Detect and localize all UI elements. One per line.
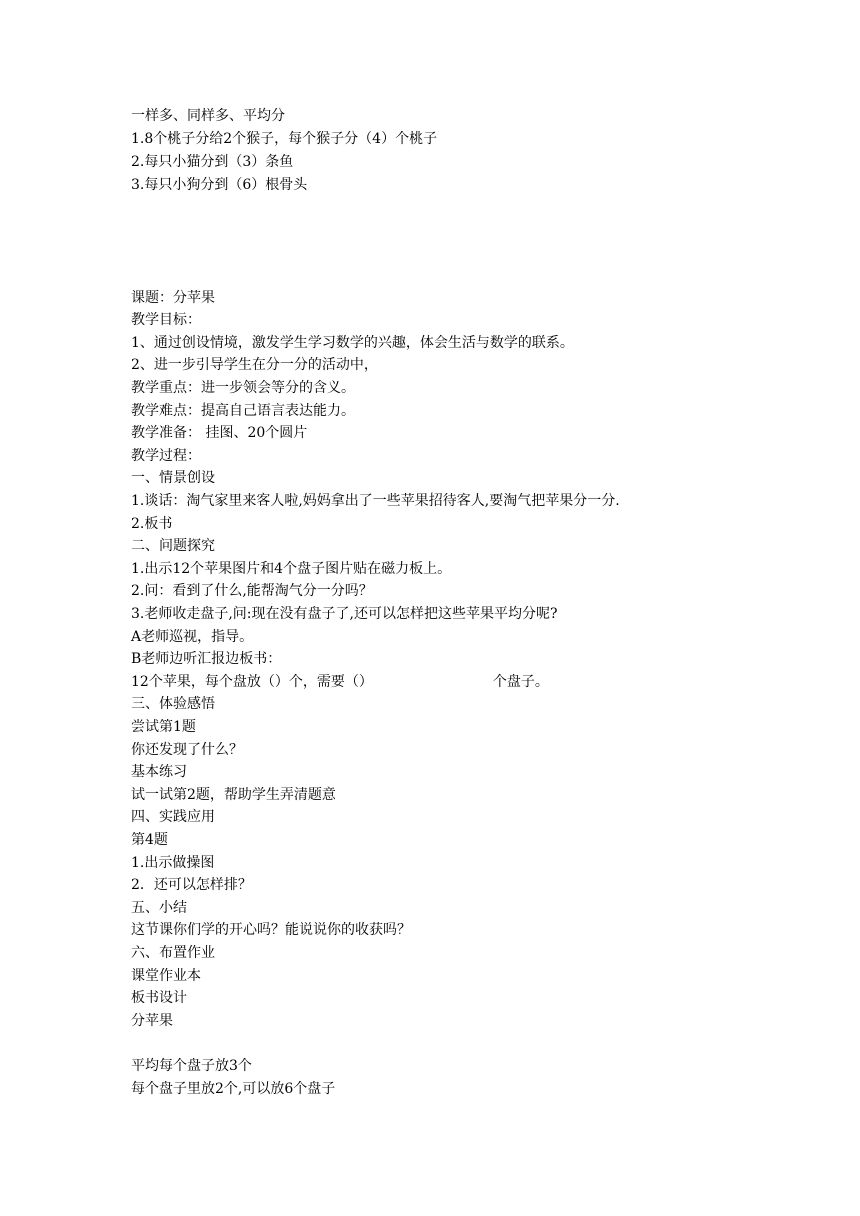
goals-title: 教学目标： [131,312,201,328]
part2-item-2: 2.问：看到了什么,能帮淘气分一分吗？ [131,583,373,599]
answer-line-1: 1.8个桃子分给2个猴子，每个猴子分（4）个桃子 [131,131,438,147]
part1-title: 一、情景创设 [131,470,215,486]
answer-line-2: 2.每只小猫分到（3）条鱼 [131,154,294,170]
fill-blank-right: 个盘子。 [492,674,549,690]
board-line-1: 平均每个盘子放3个 [131,1058,252,1074]
goal-1: 1、通过创设情境，激发学生学习数学的兴趣，体会生活与数学的联系。 [131,335,574,351]
part2-item-1: 1.出示12个苹果图片和4个盘子图片贴在磁力板上。 [131,561,452,577]
fill-blank-left: 12个苹果，每个盘放（）个，需要（） [131,674,373,690]
basic-practice: 基本练习 [131,764,187,780]
answer-line-3: 3.每只小狗分到（6）根骨头 [131,177,308,193]
key-point: 教学重点：进一步领会等分的含义。 [131,380,355,396]
section-heading: 一样多、同样多、平均分 [131,108,285,124]
part2-title: 二、问题探究 [131,538,215,554]
part6-title: 六、布置作业 [131,945,215,961]
process-title: 教学过程： [131,448,201,464]
board-title: 分苹果 [131,1013,173,1029]
part3-title: 三、体验感悟 [131,696,215,712]
board-line-2: 每个盘子里放2个,可以放6个盘子 [131,1081,336,1097]
lesson-topic: 课题：分苹果 [131,290,215,306]
homework: 课堂作业本 [131,968,201,984]
part2-item-b: B老师边听汇报边板书： [131,651,282,667]
part2-item-3: 3.老师收走盘子,问:现在没有盘子了,还可以怎样把这些苹果平均分呢? [131,606,558,622]
part4-item-1: 1.出示做操图 [131,855,215,871]
part4-item-2: 2．还可以怎样排？ [131,877,252,893]
part2-item-a: A老师巡视，指导。 [131,629,254,645]
question-4: 第4题 [131,832,168,848]
try-question-1: 尝试第1题 [131,719,196,735]
part1-item-2: 2.板书 [131,516,173,532]
preparation: 教学准备： 挂图、20个圆片 [131,425,308,441]
try-question-2: 试一试第2题，帮助学生弄清题意 [131,787,336,803]
fill-blank-line [131,672,549,692]
part5-title: 五、小结 [131,900,187,916]
difficulty: 教学难点：提高自己语言表达能力。 [131,403,355,419]
part4-title: 四、实践应用 [131,809,215,825]
board-design: 板书设计 [131,990,187,1006]
discover-question: 你还发现了什么？ [131,742,243,758]
part1-item-1: 1.谈话：淘气家里来客人啦,妈妈拿出了一些苹果招待客人,要淘气把苹果分一分. [131,493,620,509]
summary-question: 这节课你们学的开心吗？能说说你的收获吗？ [131,922,411,938]
goal-2: 2、进一步引导学生在分一分的活动中， [131,357,378,373]
